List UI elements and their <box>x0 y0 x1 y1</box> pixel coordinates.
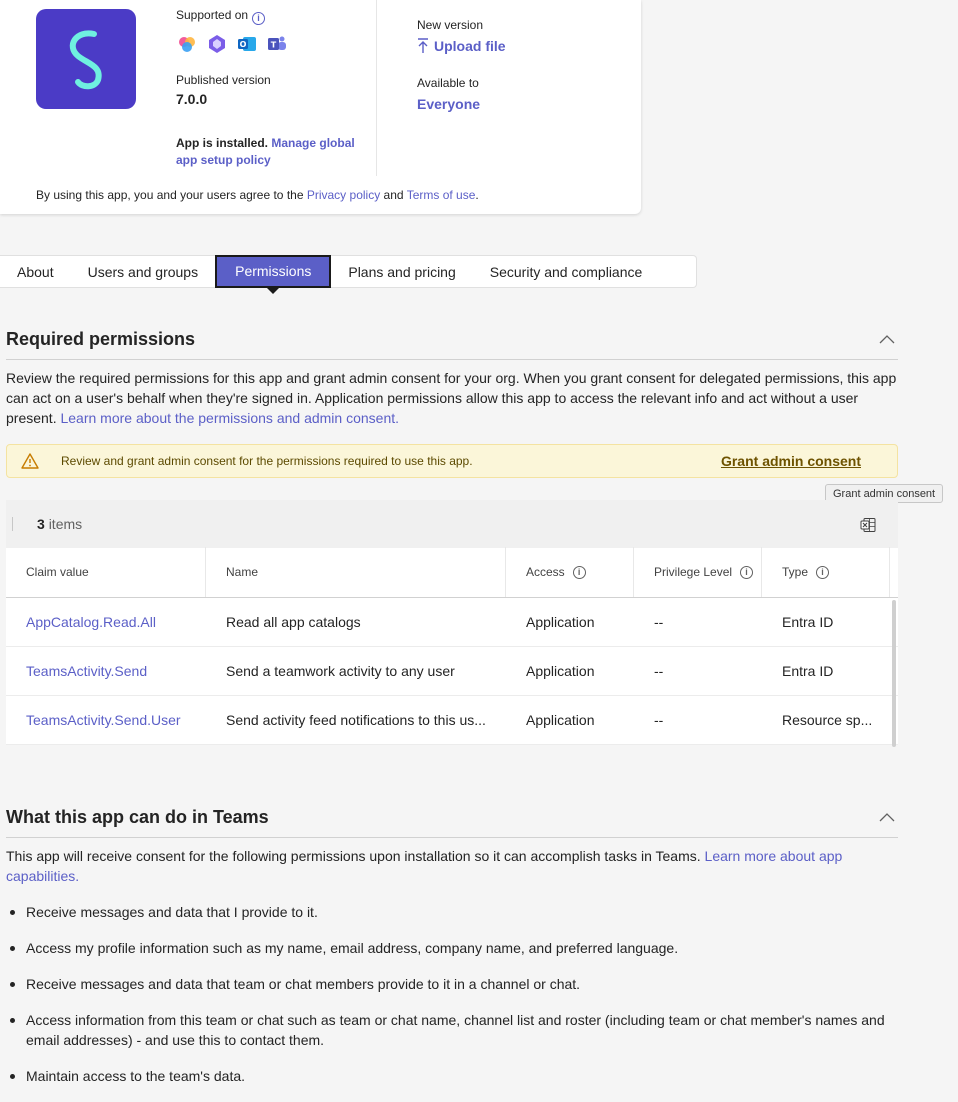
column-label: Access <box>526 565 565 579</box>
learn-more-permissions-link[interactable]: Learn more about the permissions and admin consent. <box>60 410 400 426</box>
table-row <box>6 647 898 696</box>
grant-consent-tooltip: Grant admin consent <box>825 484 943 503</box>
items-count-label: items <box>48 516 83 532</box>
chevron-up-icon[interactable] <box>879 334 895 344</box>
upload-file-label: Upload file <box>434 38 506 54</box>
privilege-value: -- <box>654 712 664 728</box>
app-summary-card <box>0 0 641 214</box>
table-row <box>6 598 898 647</box>
permission-name: Read all app catalogs <box>226 614 361 630</box>
teams-capabilities-title: What this app can do in Teams <box>6 807 269 827</box>
new-version-label: New version <box>417 18 484 32</box>
column-label: Type <box>782 565 809 579</box>
chevron-up-icon[interactable] <box>879 812 895 822</box>
learn-more-capabilities-link[interactable]: Learn more about app capabilities. <box>6 848 843 884</box>
type-value: Resource sp... <box>782 712 873 728</box>
installed-text: App is installed. <box>176 135 269 150</box>
teams-capabilities-description <box>6 846 900 886</box>
install-status <box>176 135 356 169</box>
list-item: Access information from this team or chat such as team or chat name, channel list and roster (including team or chat member's names and email addresses) - and use this to contact them. <box>6 1010 900 1050</box>
section-divider <box>6 837 898 838</box>
description-text: Review the required permissions for this app and grant admin consent for your org. When you grant consent for delegated permissions, this app can act on a user's behalf when they're signed in. Application permissions allow this app to access the relevant info and act without a user present. <box>6 370 897 426</box>
tab-about[interactable]: About <box>17 263 54 280</box>
tab-bar <box>0 255 697 288</box>
table-header-row <box>6 548 898 598</box>
column-label: Name <box>226 565 259 579</box>
svg-text:O: O <box>239 39 247 49</box>
consent-warning-bar <box>6 444 898 478</box>
column-header-access[interactable] <box>506 547 634 597</box>
terms-notice <box>36 188 479 202</box>
column-header-claim-value[interactable] <box>6 547 206 597</box>
copilot-icon <box>176 33 198 55</box>
warning-icon <box>21 453 39 469</box>
items-count <box>37 516 82 532</box>
version-column <box>417 18 506 112</box>
table-row <box>6 696 898 745</box>
list-item: Receive messages and data that team or chat members provide to it in a channel or chat. <box>6 974 900 994</box>
app-logo <box>36 9 136 109</box>
upload-file-button[interactable] <box>417 38 506 54</box>
grant-admin-consent-button[interactable]: Grant admin consent <box>720 453 861 469</box>
warning-text: Review and grant admin consent for the permissions required to use this app. <box>61 454 473 468</box>
type-value: Entra ID <box>782 614 834 630</box>
published-version-label: Published version <box>176 72 271 87</box>
required-permissions-description <box>6 368 900 428</box>
section-divider <box>6 359 898 360</box>
access-value: Application <box>526 614 595 630</box>
terms-and: and <box>383 188 404 202</box>
tab-permissions[interactable]: Permissions <box>215 255 331 288</box>
column-header-type[interactable] <box>762 547 890 597</box>
table-scrollbar[interactable] <box>892 600 896 747</box>
permission-name: Send a teamwork activity to any user <box>226 663 455 679</box>
manage-policy-link[interactable]: Manage global app setup policy <box>176 135 355 167</box>
items-count-number: 3 <box>37 516 45 532</box>
column-divider <box>376 0 377 176</box>
claim-value-link[interactable]: AppCatalog.Read.All <box>26 614 156 630</box>
privacy-policy-link[interactable]: Privacy policy <box>306 188 381 202</box>
permissions-table <box>6 500 898 745</box>
upload-icon <box>417 38 429 54</box>
svg-text:T: T <box>270 40 277 49</box>
info-icon[interactable]: i <box>573 566 586 579</box>
type-value: Entra ID <box>782 663 834 679</box>
outlook-icon <box>236 33 258 55</box>
access-value: Application <box>526 663 595 679</box>
privilege-value: -- <box>654 663 664 679</box>
table-toolbar <box>6 500 898 548</box>
access-value: Application <box>526 712 595 728</box>
terms-suffix: . <box>475 188 479 202</box>
toolbar-separator <box>12 517 13 531</box>
list-item: Access my profile information such as my name, email address, company name, and preferred language. <box>6 938 900 958</box>
description-text: This app will receive consent for the following permissions upon installation so it can accomplish tasks in Teams. <box>6 848 701 864</box>
list-item: Maintain access to the team's data. <box>6 1066 900 1086</box>
export-excel-icon[interactable] <box>860 517 876 533</box>
claim-value-link[interactable]: TeamsActivity.Send.User <box>26 712 181 728</box>
info-icon[interactable]: i <box>252 12 265 25</box>
privilege-value: -- <box>654 614 664 630</box>
required-permissions-title: Required permissions <box>6 329 196 349</box>
column-label: Claim value <box>26 565 89 579</box>
available-to-label: Available to <box>417 76 479 90</box>
app-info-column <box>176 8 356 169</box>
list-item: Receive messages and data that I provide to it. <box>6 902 900 922</box>
capabilities-list <box>6 902 900 1102</box>
tab-plans-and-pricing[interactable]: Plans and pricing <box>348 263 456 280</box>
tab-users-and-groups[interactable]: Users and groups <box>87 263 199 280</box>
column-header-name[interactable] <box>206 547 506 597</box>
available-to-link[interactable]: Everyone <box>417 96 481 112</box>
host-icons <box>176 33 356 55</box>
terms-of-use-link[interactable]: Terms of use <box>406 188 476 202</box>
info-icon[interactable]: i <box>740 566 753 579</box>
column-label: Privilege Level <box>654 565 733 579</box>
permission-name: Send activity feed notifications to this us... <box>226 712 486 728</box>
tab-security-and-compliance[interactable]: Security and compliance <box>489 263 643 280</box>
terms-prefix: By using this app, you and your users agree to the <box>36 188 304 202</box>
published-version-value: 7.0.0 <box>176 90 208 107</box>
column-header-privilege-level[interactable] <box>634 547 762 597</box>
claim-value-link[interactable]: TeamsActivity.Send <box>26 663 148 679</box>
teams-icon <box>266 33 288 55</box>
m365-icon <box>206 33 228 55</box>
supported-on-label: Supported on <box>176 8 249 22</box>
info-icon[interactable]: i <box>816 566 829 579</box>
